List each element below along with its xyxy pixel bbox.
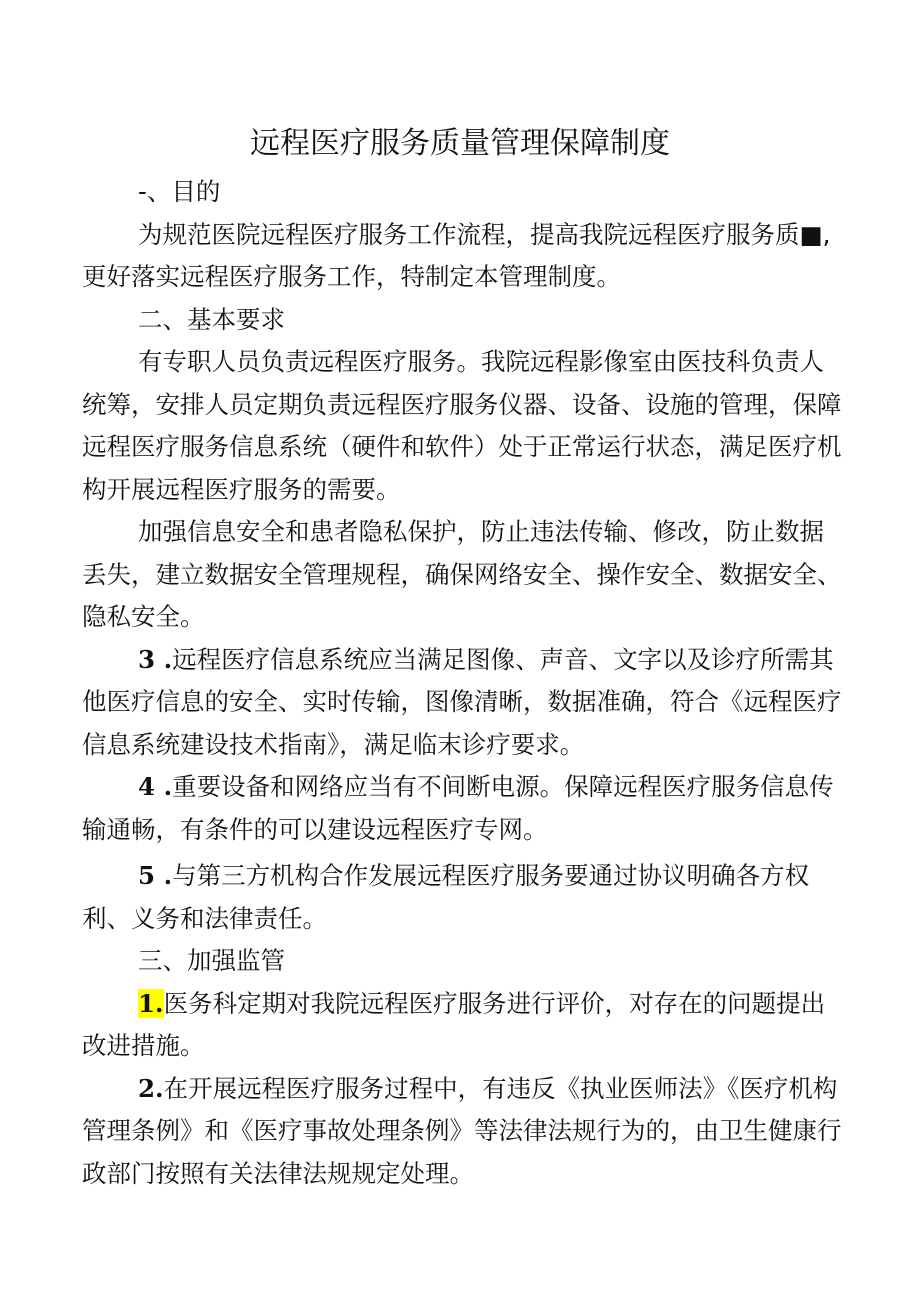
item-number: 3 . xyxy=(138,644,173,674)
item-text: 在开展远程医疗服务过程中，有违反《执业医师法》《医疗机构管理条例》和《医疗事故处理条例》等法律法规行为的，由卫生健康行政部门按照有关法律法规规定处理。 xyxy=(82,1073,842,1188)
paragraph-item-3 xyxy=(82,639,842,767)
highlighted-item-number: 1. xyxy=(138,988,164,1018)
paragraph-purpose: 为规范医院远程医疗服务工作流程，提高我院远程医疗服务质■,更好落实远程医疗服务工作，特制定本管理制度。 xyxy=(82,219,831,291)
paragraph-dedicated-staff: 有专职人员负责远程医疗服务。我院远程影像室由医技科负责人统筹，安排人员定期负责远程医疗服务仪器、设备、设施的管理，保障远程医疗服务信息系统（硬件和软件）处于正常运行状态，满足医疗机构开展远程医疗服务的需要。 xyxy=(82,347,842,504)
section-heading-supervision: 三、加强监管 xyxy=(138,946,285,975)
item-number: 2. xyxy=(138,1073,164,1103)
paragraph-supervision-1 xyxy=(82,983,842,1068)
paragraph-information-security: 加强信息安全和患者隐私保护，防止违法传输、修改，防止数据丢失，建立数据安全管理规程，确保网络安全、操作安全、数据安全、隐私安全。 xyxy=(82,517,842,631)
paragraph-supervision-2 xyxy=(82,1068,842,1196)
document-body xyxy=(82,171,842,1195)
paragraph-item-4 xyxy=(82,766,842,851)
item-text: 医务科定期对我院远程医疗服务进行评价，对存在的问题提出改进措施。 xyxy=(82,988,826,1060)
document-title: 远程医疗服务质量管理保障制度 xyxy=(250,126,670,161)
item-text: 重要设备和网络应当有不间断电源。保障远程医疗服务信息传输通畅，有条件的可以建设远程医疗专网。 xyxy=(82,772,834,844)
section-heading-purpose: -、目的 xyxy=(138,177,221,206)
item-number: 5 . xyxy=(138,861,173,890)
paragraph-item-5 xyxy=(82,855,842,940)
item-text: 远程医疗信息系统应当满足图像、声音、文字以及诊疗所需其他医疗信息的安全、实时传输，图像清晰，数据准确，符合《远程医疗信息系统建设技术指南》，满足临末诊疗要求。 xyxy=(82,644,842,759)
section-heading-basic-requirements: 二、基本要求 xyxy=(138,304,285,334)
item-text: 与第三方机构合作发展远程医疗服务要通过协议明确各方权利、义务和法律责任。 xyxy=(82,861,810,933)
item-number: 4 . xyxy=(138,772,173,801)
